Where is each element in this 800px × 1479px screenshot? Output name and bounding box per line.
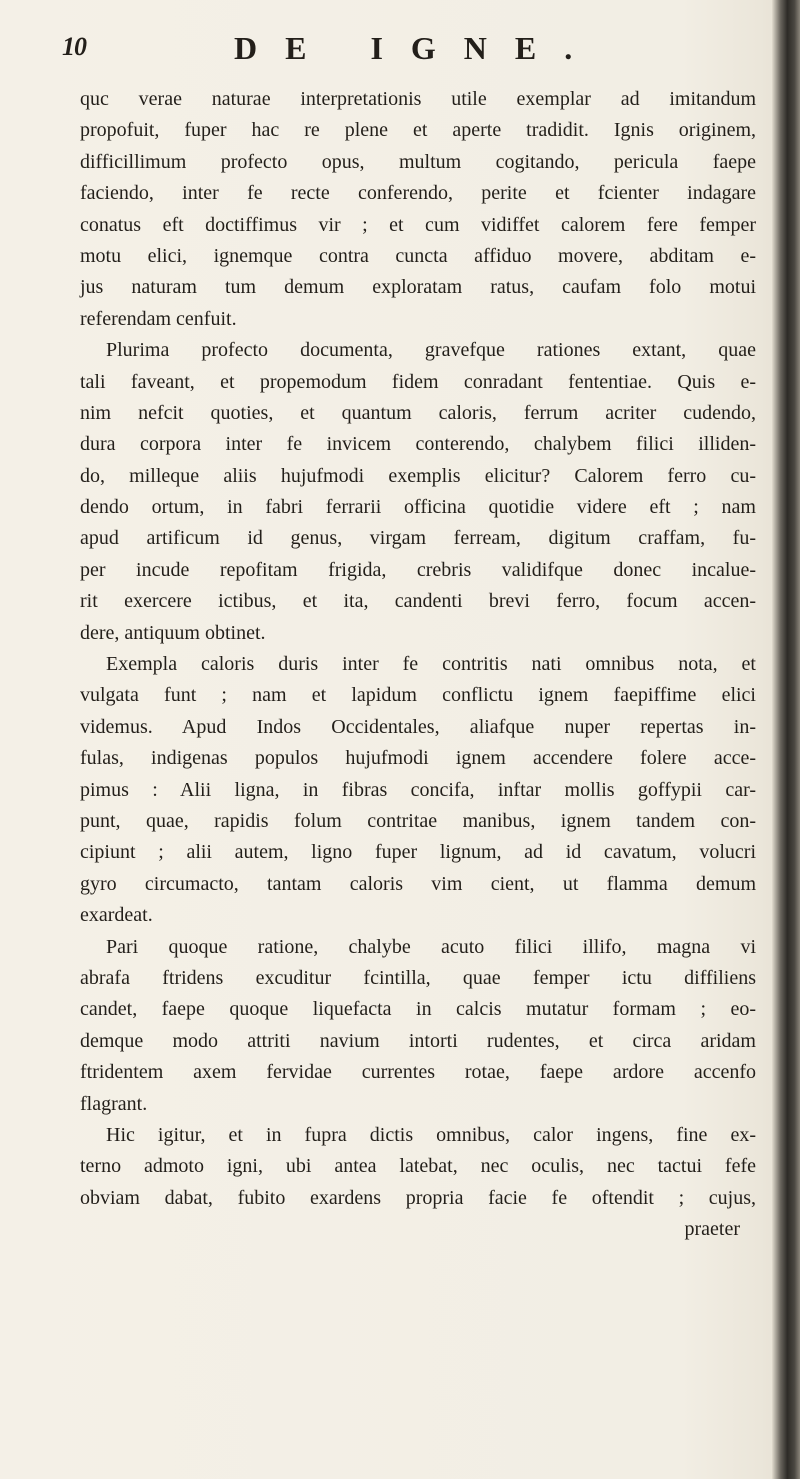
text-line: difficillimum profecto opus, multum cogitando, pericula faepe	[80, 150, 756, 173]
text-line: referendam cenfuit.	[80, 307, 237, 330]
text-line: flagrant.	[80, 1092, 148, 1115]
catchword: praeter	[684, 1218, 740, 1241]
text-line: apud artificum id genus, virgam ferream, digitum craffam, fu-	[80, 527, 756, 550]
text-line: jus naturam tum demum exploratam ratus, caufam folo motui	[80, 276, 756, 299]
paragraph	[80, 335, 756, 649]
text-line: do, milleque aliis hujufmodi exemplis elicitur? Calorem ferro cu-	[80, 464, 756, 487]
text-line: terno admoto igni, ubi antea latebat, nec oculis, nec tactui fefe	[80, 1155, 756, 1178]
text-line: exardeat.	[80, 904, 153, 927]
text-line: propofuit, fuper hac re plene et aperte tradidit. Ignis originem,	[80, 119, 756, 142]
text-line: vulgata funt ; nam et lapidum conflictu ignem faepiffime elici	[80, 684, 756, 707]
text-line: motu elici, ignemque contra cuncta affiduo movere, abditam e-	[80, 244, 756, 267]
text-line: fulas, indigenas populos hujufmodi ignem accendere folere acce-	[80, 747, 756, 770]
paragraph	[80, 649, 756, 932]
text-line: dendo ortum, in fabri ferrarii officina quotidie videre eft ; nam	[80, 496, 756, 519]
text-line: faciendo, inter fe recte conferendo, perite et fcienter indagare	[80, 182, 756, 205]
text-line: cipiunt ; alii autem, ligno fuper lignum, ad id cavatum, volucri	[80, 841, 756, 864]
text-line: tali faveant, et propemodum fidem conradant fententiae. Quis e-	[80, 370, 756, 393]
text-line: videmus. Apud Indos Occidentales, aliafque nuper repertas in-	[80, 715, 756, 738]
paragraph	[80, 932, 756, 1120]
text-line: obviam dabat, fubito exardens propria facie fe oftendit ; cujus,	[80, 1186, 756, 1209]
text-line: Exempla caloris duris inter fe contritis nati omnibus nota, et	[106, 653, 756, 676]
text-line: ftridentem axem fervidae currentes rotae, faepe ardore accenfo	[80, 1061, 756, 1084]
text-line: Hic igitur, et in fupra dictis omnibus, calor ingens, fine ex-	[106, 1123, 756, 1146]
text-line: nim nefcit quoties, et quantum caloris, ferrum acriter cudendo,	[80, 401, 756, 424]
text-line: rit exercere ictibus, et ita, candenti brevi ferro, focum accen-	[80, 590, 756, 613]
text-line: dura corpora inter fe invicem conterendo, chalybem filici illiden-	[80, 433, 756, 456]
text-line: abrafa ftridens excuditur fcintilla, quae femper ictu diffiliens	[80, 966, 756, 989]
text-line: Plurima profecto documenta, gravefque rationes extant, quae	[106, 339, 756, 362]
paragraph	[80, 1120, 756, 1214]
text-line: demque modo attriti navium intorti rudentes, et circa aridam	[80, 1029, 756, 1052]
paragraph	[80, 84, 756, 335]
text-line: candet, faepe quoque liquefacta in calcis mutatur formam ; eo-	[80, 998, 756, 1021]
text-line: pimus : Alii ligna, in fibras concifa, inftar mollis goffypii car-	[80, 778, 756, 801]
running-title: DE IGNE.	[234, 30, 601, 66]
text-line: per incude repofitam frigida, crebris validifque donec incalue-	[80, 558, 756, 581]
text-line: dere, antiquum obtinet.	[80, 621, 266, 644]
page-header	[0, 30, 800, 70]
text-line: conatus eft doctiffimus vir ; et cum vidiffet calorem fere femper	[80, 213, 756, 236]
text-line: punt, quae, rapidis folum contritae manibus, ignem tandem con-	[80, 809, 756, 832]
body-text	[80, 84, 756, 1245]
text-line: Pari quoque ratione, chalybe acuto filici illifo, magna vi	[106, 935, 756, 958]
book-spine-edge	[772, 0, 800, 1479]
text-line: gyro circumacto, tantam caloris vim cient, ut flamma demum	[80, 872, 756, 895]
page-number: 10	[62, 32, 86, 61]
text-line: quc verae naturae interpretationis utile exemplar ad imitandum	[80, 88, 756, 110]
